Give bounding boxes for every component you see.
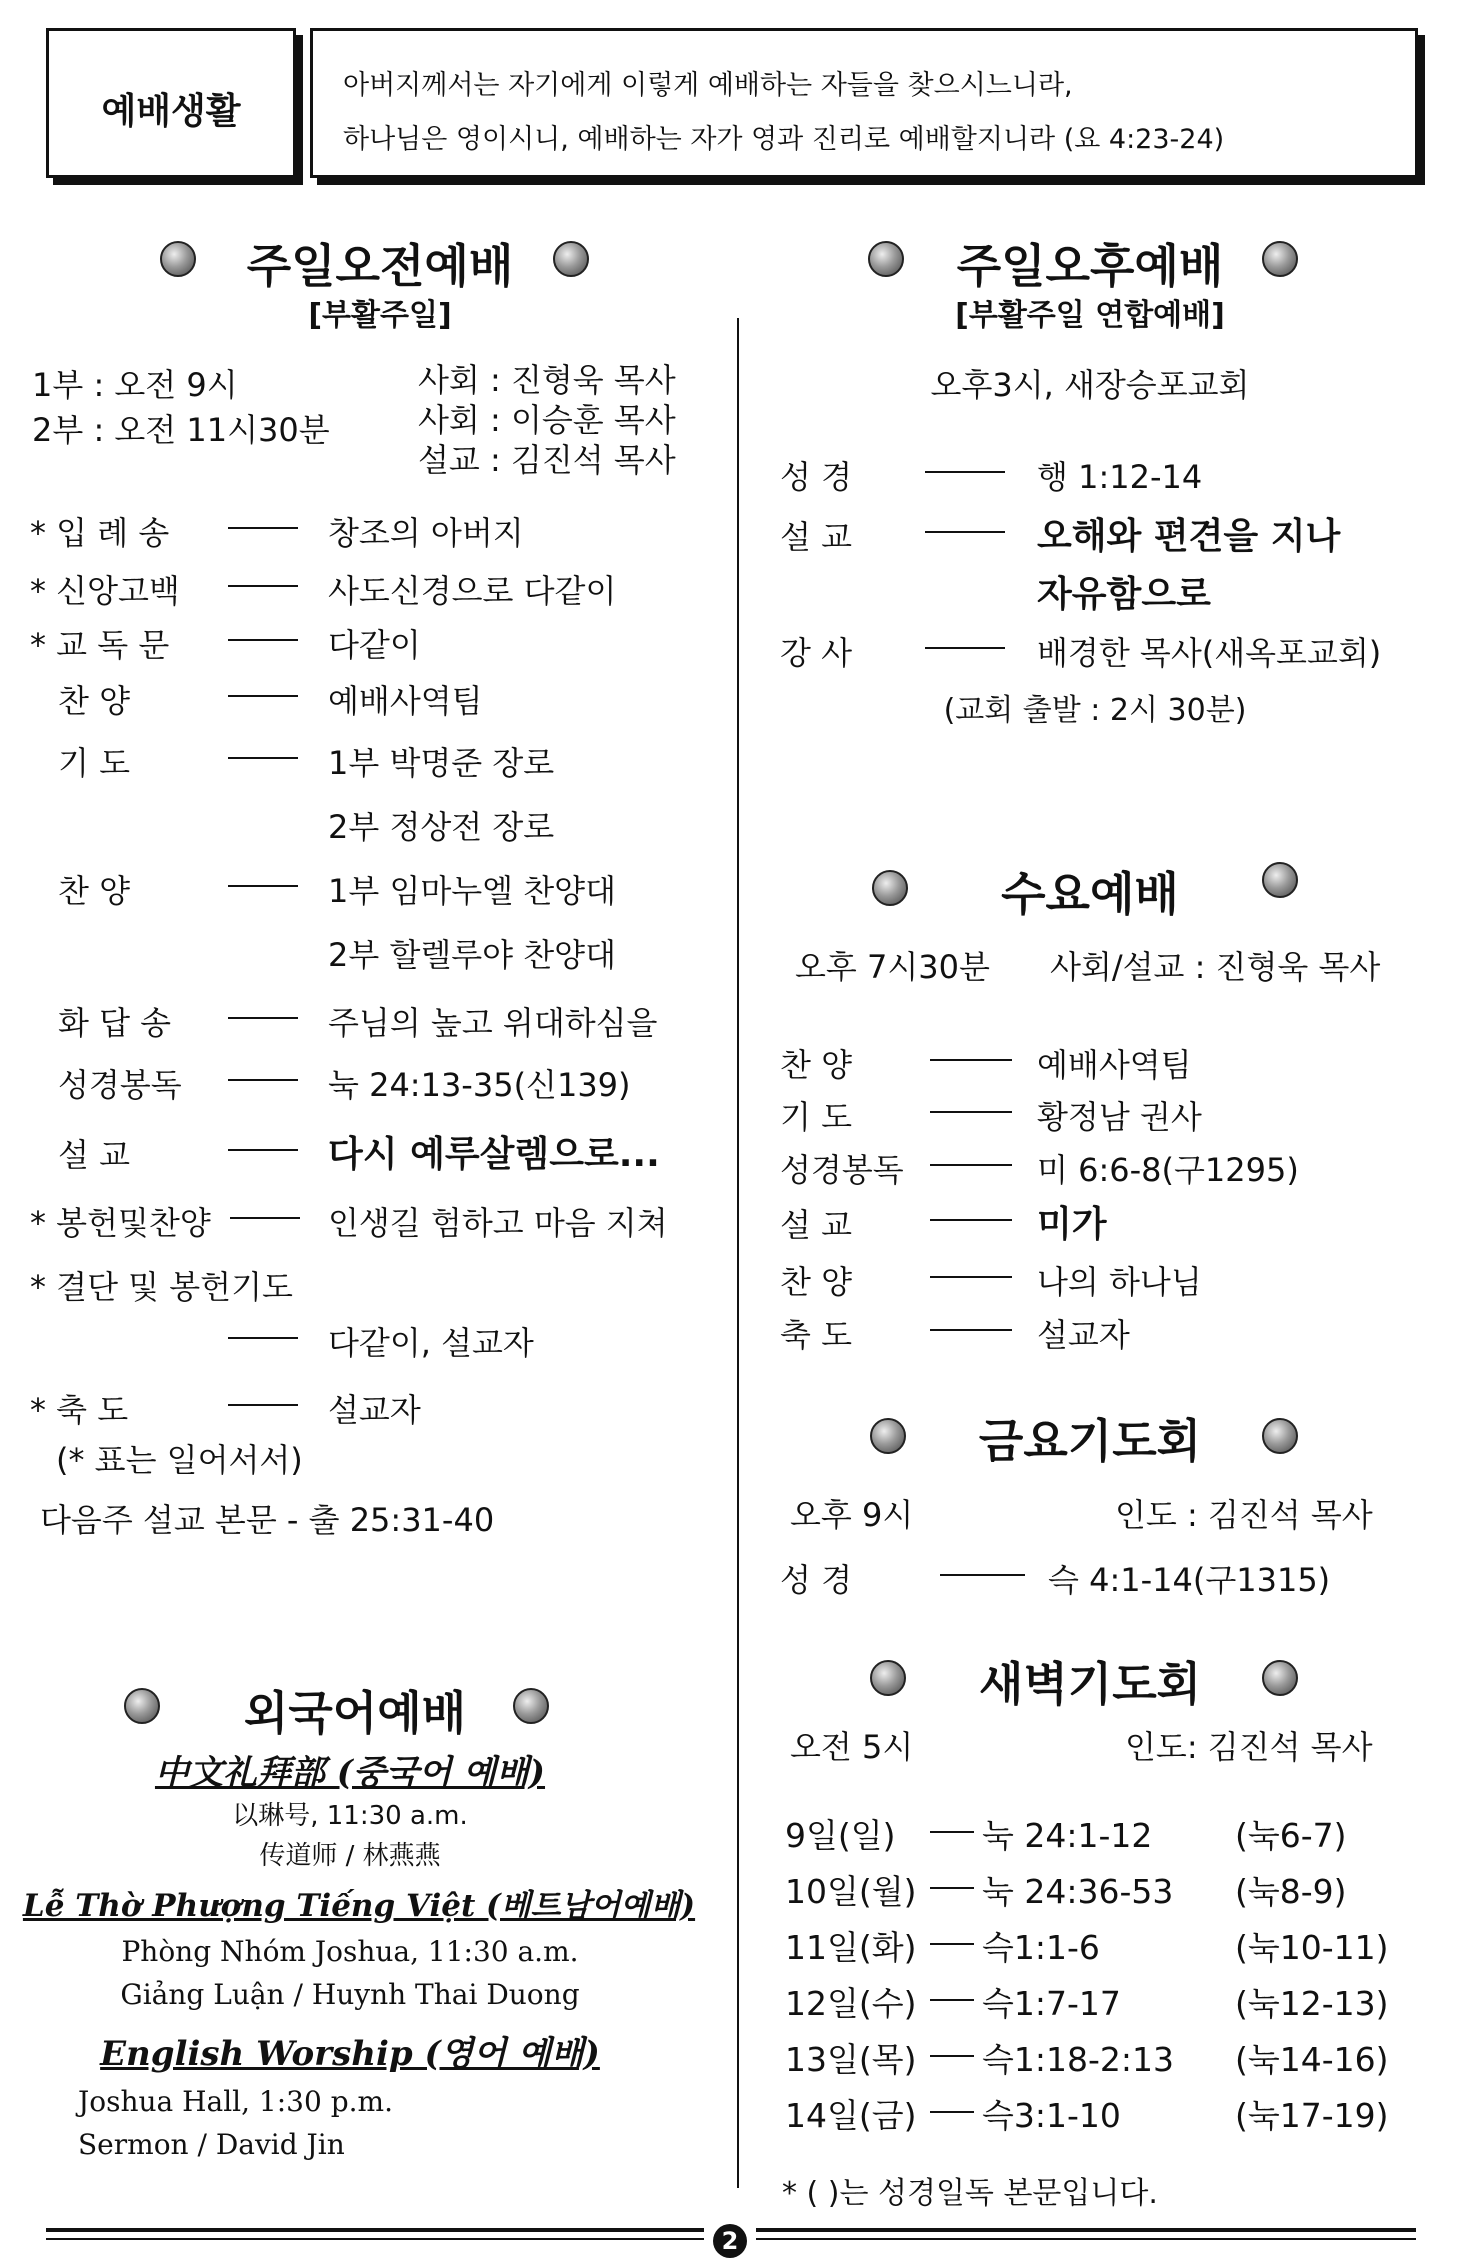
sunday-am-subtitle: [부활주일] bbox=[308, 298, 452, 333]
order-label: 성경봉독 bbox=[58, 1066, 182, 1104]
chinese-line-2: 传道师 / 林燕燕 bbox=[259, 1841, 441, 1871]
leader-dash bbox=[930, 1276, 1012, 1278]
leader-dash bbox=[925, 471, 1005, 473]
order-value: 1부 박명준 장로 bbox=[328, 744, 555, 782]
service-1-host: 사회 : 진형욱 목사 bbox=[418, 361, 676, 399]
leader-dash bbox=[930, 1219, 1012, 1221]
friday-title: 금요기도회 bbox=[978, 1414, 1202, 1468]
dawn-passage: 슥1:18-2:13 bbox=[982, 2040, 1174, 2079]
friday-scripture: 슥 4:1-14(구1315) bbox=[1048, 1561, 1331, 1599]
vietnamese-title: Lễ Thờ Phượng Tiếng Việt (베트남어예배) bbox=[22, 1888, 696, 1924]
dawn-leader: 인도: 김진석 목사 bbox=[1125, 1728, 1373, 1766]
bullet-icon bbox=[1262, 1418, 1298, 1454]
order-label: 찬 양 bbox=[58, 682, 130, 720]
wednesday-host: 사회/설교 : 진형욱 목사 bbox=[1050, 948, 1381, 986]
bullet-icon bbox=[1262, 862, 1298, 898]
order-value: 미가 bbox=[1037, 1204, 1107, 1245]
bullet-icon bbox=[870, 1418, 906, 1454]
order-label: 기 도 bbox=[58, 744, 130, 782]
bullet-icon bbox=[868, 241, 904, 277]
order-value: 설교자 bbox=[1037, 1316, 1130, 1354]
order-value: 설교자 bbox=[328, 1391, 421, 1429]
dawn-day: 14일(금) bbox=[785, 2096, 917, 2135]
dawn-reading: (눅6-7) bbox=[1235, 1816, 1347, 1855]
order-value: 예배사역팀 bbox=[328, 682, 483, 720]
english-line-1: Joshua Hall, 1:30 p.m. bbox=[78, 2085, 393, 2118]
leader-dash bbox=[930, 1943, 974, 1945]
dawn-day: 9일(일) bbox=[785, 1816, 896, 1855]
wednesday-title: 수요예배 bbox=[1001, 867, 1179, 921]
footer-rule-left bbox=[46, 2228, 704, 2232]
bullet-icon bbox=[872, 870, 908, 906]
order-value: 2부 할렐루야 찬양대 bbox=[328, 936, 616, 974]
order-value: 주님의 높고 위대하심을 bbox=[328, 1004, 658, 1042]
dawn-passage: 슥1:1-6 bbox=[982, 1928, 1100, 1967]
order-label: 기 도 bbox=[780, 1098, 852, 1136]
order-label: * 결단 및 봉헌기도 bbox=[30, 1268, 293, 1306]
dawn-note: * ( )는 성경일독 본문입니다. bbox=[782, 2176, 1158, 2211]
order-label: * 봉헌및찬양 bbox=[30, 1204, 211, 1242]
bullet-icon bbox=[553, 241, 589, 277]
service-2-host: 사회 : 이승훈 목사 bbox=[418, 401, 676, 439]
wednesday-time: 오후 7시30분 bbox=[795, 948, 990, 986]
sunday-pm-time-place: 오후3시, 새장승포교회 bbox=[930, 366, 1250, 404]
verse-line-1: 아버지께서는 자기에게 이렇게 예배하는 자들을 찾으시느니라, bbox=[343, 70, 1073, 101]
column-divider bbox=[737, 318, 739, 2188]
chinese-title: 中文礼拜部 (중국어 예배) bbox=[154, 1753, 546, 1793]
leader-dash bbox=[930, 1111, 1012, 1113]
leader-dash bbox=[930, 1059, 1012, 1061]
english-line-2: Sermon / David Jin bbox=[78, 2128, 345, 2161]
order-label: 찬 양 bbox=[58, 872, 130, 910]
dawn-day: 11일(화) bbox=[785, 1928, 917, 1967]
friday-scripture-label: 성 경 bbox=[780, 1561, 852, 1599]
leader-dash bbox=[228, 885, 298, 887]
leader-dash bbox=[228, 1017, 298, 1019]
dawn-day: 12일(수) bbox=[785, 1984, 917, 2023]
page-number: 2 bbox=[713, 2224, 747, 2258]
order-value: 인생길 험하고 마음 지쳐 bbox=[328, 1204, 668, 1242]
vietnamese-line-1: Phòng Nhóm Joshua, 11:30 a.m. bbox=[121, 1935, 579, 1968]
order-value: 황정남 권사 bbox=[1037, 1098, 1202, 1136]
dawn-day: 10일(월) bbox=[785, 1872, 917, 1911]
order-value: 다같이 bbox=[328, 626, 421, 664]
order-label: * 입 례 송 bbox=[30, 514, 170, 552]
leader-dash bbox=[930, 2055, 974, 2057]
leader-dash bbox=[930, 1831, 974, 1833]
service-1-time: 1부 : 오전 9시 bbox=[32, 366, 238, 404]
dawn-reading: (눅8-9) bbox=[1235, 1872, 1347, 1911]
order-label: 화 답 송 bbox=[58, 1004, 172, 1042]
section-label-box bbox=[46, 28, 296, 178]
leader-dash bbox=[228, 757, 298, 759]
bullet-icon bbox=[1262, 241, 1298, 277]
dawn-time: 오전 5시 bbox=[790, 1728, 914, 1766]
leader-dash bbox=[228, 585, 298, 587]
order-value: 예배사역팀 bbox=[1037, 1046, 1192, 1084]
leader-dash bbox=[930, 1329, 1012, 1331]
order-value: 눅 24:13-35(신139) bbox=[328, 1066, 631, 1104]
dawn-reading: (눅14-16) bbox=[1235, 2040, 1389, 2079]
order-value: 사도신경으로 다같이 bbox=[328, 572, 617, 610]
leader-dash bbox=[228, 1337, 298, 1339]
footer-rule-right bbox=[756, 2228, 1416, 2232]
next-week-sermon: 다음주 설교 본문 - 출 25:31-40 bbox=[40, 1501, 495, 1539]
bullet-icon bbox=[160, 241, 196, 277]
verse-box bbox=[310, 28, 1418, 178]
leader-dash bbox=[930, 1164, 1012, 1166]
order-value: 미 6:6-8(구1295) bbox=[1037, 1151, 1299, 1189]
verse-line-2: 하나님은 영이시니, 예배하는 자가 영과 진리로 예배할지니라 (요 4:23-24) bbox=[343, 124, 1225, 155]
order-value: 배경한 목사(새옥포교회) bbox=[1037, 634, 1382, 672]
leader-dash bbox=[228, 527, 298, 529]
order-label: * 신앙고백 bbox=[30, 572, 180, 610]
preacher: 설교 : 김진석 목사 bbox=[418, 441, 676, 479]
order-label: 설 교 bbox=[780, 518, 852, 556]
vietnamese-line-2: Giảng Luận / Huynh Thai Duong bbox=[120, 1978, 580, 2011]
leader-dash bbox=[230, 1217, 300, 1219]
chinese-line-1: 以琳号, 11:30 a.m. bbox=[232, 1801, 468, 1831]
order-label: 성 경 bbox=[780, 458, 852, 496]
leader-dash bbox=[940, 1574, 1025, 1576]
bullet-icon bbox=[1262, 1660, 1298, 1696]
footer-rule-right-thin bbox=[756, 2238, 1416, 2240]
order-label: 설 교 bbox=[780, 1206, 852, 1244]
dawn-day: 13일(목) bbox=[785, 2040, 917, 2079]
order-value: 창조의 아버지 bbox=[328, 514, 524, 552]
leader-dash bbox=[228, 1404, 298, 1406]
order-value: 나의 하나님 bbox=[1037, 1263, 1202, 1301]
order-label: * 축 도 bbox=[30, 1391, 129, 1429]
dawn-reading: (눅12-13) bbox=[1235, 1984, 1389, 2023]
leader-dash bbox=[925, 647, 1005, 649]
order-value: 다시 예루살렘으로... bbox=[328, 1134, 660, 1175]
footer-rule-left-thin bbox=[46, 2238, 704, 2240]
leader-dash bbox=[228, 695, 298, 697]
leader-dash bbox=[930, 1887, 974, 1889]
friday-time: 오후 9시 bbox=[790, 1496, 914, 1534]
section-label: 예배생활 bbox=[101, 91, 241, 132]
sunday-pm-title: 주일오후예배 bbox=[956, 239, 1224, 293]
order-value: 다같이, 설교자 bbox=[328, 1324, 534, 1362]
sunday-am-title: 주일오전예배 bbox=[246, 239, 514, 293]
dawn-reading: (눅17-19) bbox=[1235, 2096, 1389, 2135]
order-label: 성경봉독 bbox=[780, 1151, 904, 1189]
order-label: 강 사 bbox=[780, 634, 852, 672]
leader-dash bbox=[930, 1999, 974, 2001]
order-value: 2부 정상전 장로 bbox=[328, 808, 555, 846]
departure-time: (교회 출발 : 2시 30분) bbox=[943, 693, 1247, 728]
order-label: 축 도 bbox=[780, 1316, 852, 1354]
dawn-passage: 슥1:7-17 bbox=[982, 1984, 1121, 2023]
leader-dash bbox=[925, 531, 1005, 533]
order-value: 오해와 편견을 지나 bbox=[1037, 516, 1341, 557]
order-value: 1부 임마누엘 찬양대 bbox=[328, 872, 616, 910]
dawn-title: 새벽기도회 bbox=[978, 1657, 1202, 1711]
foreign-title: 외국어예배 bbox=[243, 1686, 467, 1740]
dawn-passage: 눅 24:36-53 bbox=[982, 1872, 1174, 1911]
order-label: 찬 양 bbox=[780, 1046, 852, 1084]
leader-dash bbox=[228, 639, 298, 641]
service-2-time: 2부 : 오전 11시30분 bbox=[32, 411, 330, 449]
order-value: 자유함으로 bbox=[1037, 574, 1211, 615]
leader-dash bbox=[228, 1149, 298, 1151]
leader-dash bbox=[930, 2111, 974, 2113]
order-label: 찬 양 bbox=[780, 1263, 852, 1301]
sunday-pm-subtitle: [부활주일 연합예배] bbox=[955, 298, 1225, 333]
dawn-passage: 슥3:1-10 bbox=[982, 2096, 1121, 2135]
dawn-passage: 눅 24:1-12 bbox=[982, 1816, 1153, 1855]
standing-note: (* 표는 일어서서) bbox=[56, 1441, 303, 1479]
bullet-icon bbox=[513, 1688, 549, 1724]
bullet-icon bbox=[870, 1660, 906, 1696]
order-value: 행 1:12-14 bbox=[1037, 458, 1203, 496]
english-title: English Worship (영어 예배) bbox=[100, 2034, 600, 2074]
friday-leader: 인도 : 김진석 목사 bbox=[1115, 1496, 1373, 1534]
leader-dash bbox=[228, 1079, 298, 1081]
order-label: 설 교 bbox=[58, 1136, 130, 1174]
dawn-reading: (눅10-11) bbox=[1235, 1928, 1389, 1967]
bullet-icon bbox=[124, 1688, 160, 1724]
order-label: * 교 독 문 bbox=[30, 626, 170, 664]
